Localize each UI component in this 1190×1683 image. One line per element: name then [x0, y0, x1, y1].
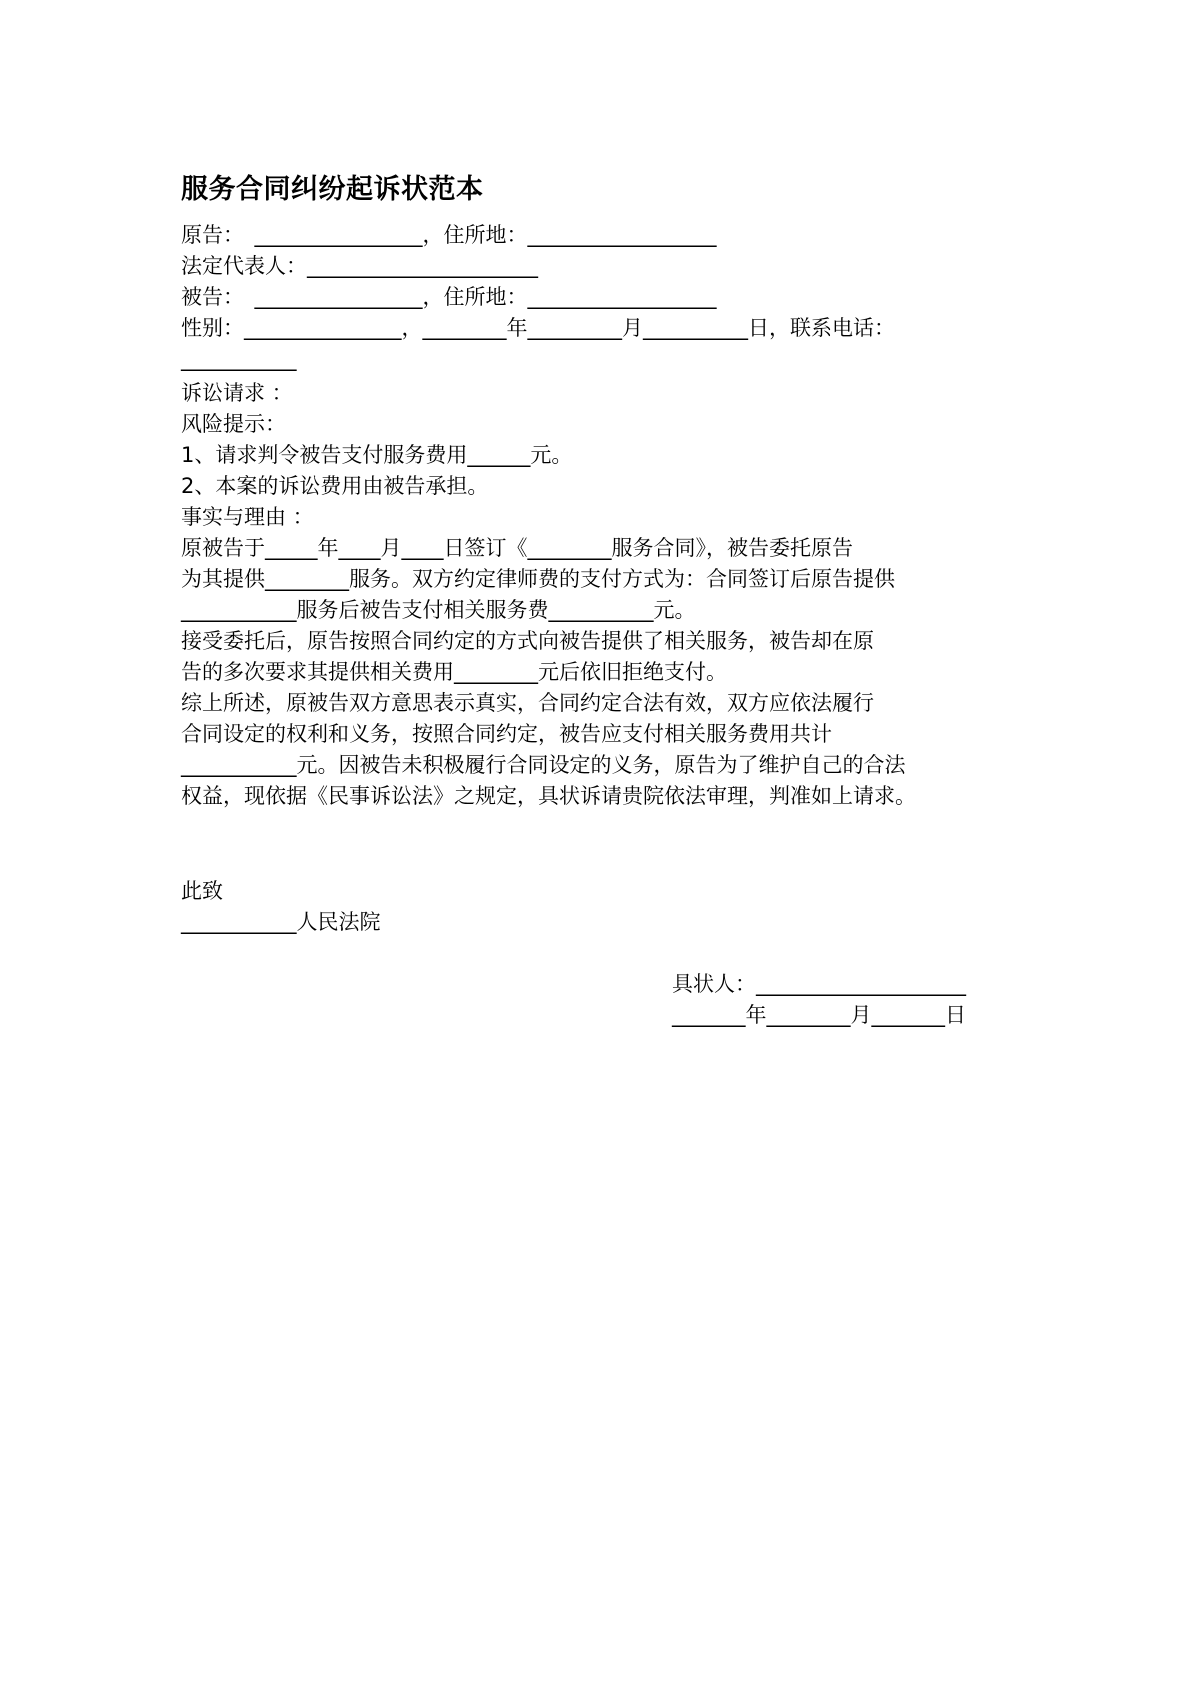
risk-hint: 风险提示： [181, 412, 286, 436]
defendant-line: 被告： ________________，住所地：__________________ [181, 285, 717, 309]
facts-line-4: 接受委托后，原告按照合同约定的方式向被告提供了相关服务，被告却在原 [181, 629, 874, 653]
facts-line-5: 告的多次要求其提供相关费用________元后依旧拒绝支付。 [181, 660, 727, 684]
facts-line-8: ___________元。因被告未积极履行合同设定的义务，原告为了维护自己的合法 [181, 753, 906, 777]
phone-blank-line: ___________ [181, 347, 297, 371]
closing-salutation: 此致 [181, 879, 223, 903]
facts-line-1: 原被告于_____年____月____日签订《________服务合同》，被告委托原告 [181, 536, 853, 560]
facts-line-3: ___________服务后被告支付相关服务费__________元。 [181, 598, 696, 622]
claim-item-2: 2、本案的诉讼费用由被告承担。 [181, 474, 489, 498]
signer-line: 具状人：____________________ [672, 972, 966, 996]
gender-birth-phone-line: 性别：_______________，________年_________月__________日，联系电话： [181, 316, 895, 340]
facts-line-2: 为其提供________服务。双方约定律师费的支付方式为：合同签订后原告提供 [181, 567, 895, 591]
facts-line-9: 权益，现依据《民事诉讼法》之规定，具状诉请贵院依法审理，判准如上请求。 [181, 784, 916, 808]
document-title: 服务合同纠纷起诉状范本 [181, 174, 484, 205]
legal-representative-line: 法定代表人：______________________ [181, 254, 538, 278]
facts-line-7: 合同设定的权利和义务，按照合同约定，被告应支付相关服务费用共计 [181, 722, 832, 746]
court-name-line: ___________人民法院 [181, 910, 381, 934]
plaintiff-line: 原告： ________________，住所地：__________________ [181, 223, 717, 247]
claim-item-1: 1、请求判令被告支付服务费用______元。 [181, 443, 573, 467]
claims-heading: 诉讼请求 ： [181, 381, 293, 405]
sign-date-line: _______年________月_______日 [672, 1003, 966, 1027]
facts-line-6: 综上所述，原被告双方意思表示真实，合同约定合法有效，双方应依法履行 [181, 691, 874, 715]
facts-heading: 事实与理由 ： [181, 505, 314, 529]
